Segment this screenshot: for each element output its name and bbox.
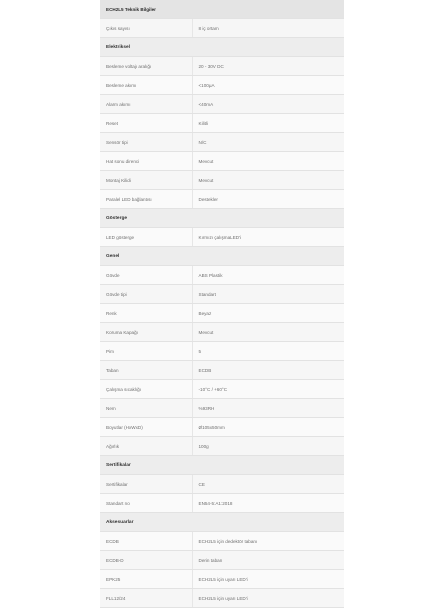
spec-label: Besleme akımı — [100, 76, 192, 95]
spec-row — [100, 228, 344, 247]
spec-value: %93RH — [192, 399, 344, 418]
spec-row — [100, 342, 344, 361]
spec-label: ECDB — [100, 532, 192, 551]
spec-label: Gövde tipi — [100, 285, 192, 304]
spec-label: Çıkıs sayısı — [100, 19, 192, 38]
spec-value: ECH2L5 için dedektör tabanı — [192, 532, 344, 551]
section-header: Gösterge — [100, 209, 344, 228]
section-header-row — [100, 513, 344, 532]
spec-row — [100, 190, 344, 209]
spec-value: N/C — [192, 133, 344, 152]
spec-value: Derin taban — [192, 551, 344, 570]
spec-row — [100, 589, 344, 608]
section-header: Aksesuarlar — [100, 513, 344, 532]
spec-row — [100, 494, 344, 513]
spec-row — [100, 532, 344, 551]
spec-label: Koruma Kapağı — [100, 323, 192, 342]
spec-label: Hat sonu direnci — [100, 152, 192, 171]
spec-label: Pim — [100, 342, 192, 361]
spec-label: Reset — [100, 114, 192, 133]
spec-row — [100, 551, 344, 570]
spec-value: 100g — [192, 437, 344, 456]
spec-value: 5 — [192, 342, 344, 361]
spec-row — [100, 57, 344, 76]
spec-label: ECDB-D — [100, 551, 192, 570]
spec-value: <40mA — [192, 95, 344, 114]
spec-row — [100, 570, 344, 589]
spec-label: Montaj Kilidi — [100, 171, 192, 190]
spec-value: Mevcut — [192, 152, 344, 171]
spec-row — [100, 76, 344, 95]
section-header: Elektriksel — [100, 38, 344, 57]
spec-label: Boyutlar (HxWxD) — [100, 418, 192, 437]
spec-label: FLL12/24 — [100, 589, 192, 608]
spec-label: Çalışma sıcaklığı — [100, 380, 192, 399]
section-header-row — [100, 456, 344, 475]
spec-label: Standart no — [100, 494, 192, 513]
spec-row — [100, 418, 344, 437]
spec-value: 20 - 30V DC — [192, 57, 344, 76]
spec-label: Ağırlık — [100, 437, 192, 456]
spec-label: Sensör tipi — [100, 133, 192, 152]
spec-label: Sertifikalar — [100, 475, 192, 494]
spec-label: Nem — [100, 399, 192, 418]
spec-row — [100, 437, 344, 456]
section-header: Genel — [100, 247, 344, 266]
spec-row — [100, 399, 344, 418]
spec-row — [100, 304, 344, 323]
spec-label: EPK25 — [100, 570, 192, 589]
section-header: Sertifikalar — [100, 456, 344, 475]
spec-value: -10°C / +60°C — [192, 380, 344, 399]
spec-row — [100, 95, 344, 114]
spec-value: Ø105x50mm — [192, 418, 344, 437]
spec-row — [100, 114, 344, 133]
spec-value: Standart — [192, 285, 344, 304]
spec-value: <100μA — [192, 76, 344, 95]
spec-row — [100, 171, 344, 190]
spec-row — [100, 323, 344, 342]
spec-label: Alarm akımı — [100, 95, 192, 114]
spec-label: Gövde — [100, 266, 192, 285]
section-header-row — [100, 38, 344, 57]
spec-value: Mevcut — [192, 323, 344, 342]
spec-value: Kilitli — [192, 114, 344, 133]
spec-row — [100, 475, 344, 494]
spec-value: EN54-5:A1:2018 — [192, 494, 344, 513]
spec-row — [100, 380, 344, 399]
spec-value: CE — [192, 475, 344, 494]
spec-row — [100, 133, 344, 152]
spec-label: Paralel LED bağlantısı — [100, 190, 192, 209]
spec-row — [100, 285, 344, 304]
table-title: ECH2L5 Teknik Bilgiler — [100, 0, 344, 19]
spec-value: Destekler — [192, 190, 344, 209]
spec-label: LED gösterge — [100, 228, 192, 247]
spec-row — [100, 19, 344, 38]
spec-value: ECDB — [192, 361, 344, 380]
spec-value: ECH2L5 için uyarı LED'i — [192, 589, 344, 608]
spec-value: Beyaz — [192, 304, 344, 323]
spec-value: Kırmızı çalışmaLED'i — [192, 228, 344, 247]
spec-row — [100, 361, 344, 380]
spec-label: Renk — [100, 304, 192, 323]
spec-value: ABS Plastik — [192, 266, 344, 285]
spec-value: Mevcut — [192, 171, 344, 190]
table-title-row — [100, 0, 344, 19]
spec-row — [100, 266, 344, 285]
section-header-row — [100, 209, 344, 228]
spec-table-container — [100, 0, 344, 608]
spec-table-body — [100, 0, 344, 608]
section-header-row — [100, 247, 344, 266]
spec-value: ECH2L5 için uyarı LED'i — [192, 570, 344, 589]
spec-label: Taban — [100, 361, 192, 380]
spec-value: 8 iç ortam — [192, 19, 344, 38]
spec-label: Besleme voltajı aralığı — [100, 57, 192, 76]
spec-row — [100, 152, 344, 171]
spec-table — [100, 0, 344, 608]
